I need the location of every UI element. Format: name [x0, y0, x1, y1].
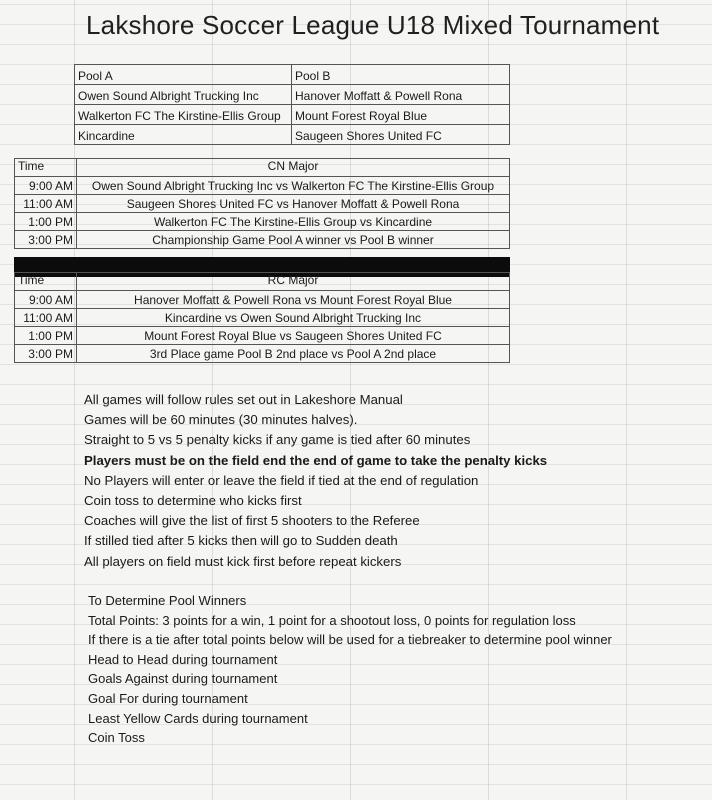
field-header[interactable]: CN Major: [77, 159, 510, 177]
rule-line[interactable]: Games will be 60 minutes (30 minutes halves).: [84, 412, 358, 428]
time-header[interactable]: Time: [15, 159, 77, 177]
rules-list: [84, 390, 547, 572]
tiebreak-line[interactable]: If there is a tie after total points below will be used for a tiebreaker to determine pool winner: [88, 632, 612, 648]
game-time[interactable]: 3:00 PM: [15, 231, 77, 249]
pool-a-team[interactable]: Walkerton FC The Kirstine-Ellis Group: [75, 105, 292, 125]
page-title: Lakshore Soccer League U18 Mixed Tournament: [86, 10, 660, 40]
game-match[interactable]: 3rd Place game Pool B 2nd place vs Pool A 2nd place: [77, 345, 510, 363]
pool-b-team[interactable]: Mount Forest Royal Blue: [292, 105, 510, 125]
rule-line[interactable]: If stilled tied after 5 kicks then will go to Sudden death: [84, 533, 398, 549]
pool-winners-list: [88, 591, 612, 748]
cn-major-schedule: [14, 158, 510, 249]
game-match[interactable]: Kincardine vs Owen Sound Albright Trucking Inc: [77, 309, 510, 327]
rule-line[interactable]: Coin toss to determine who kicks first: [84, 492, 302, 508]
tiebreak-line[interactable]: Goal For during tournament: [88, 690, 248, 706]
rule-line[interactable]: All players on field must kick first before repeat kickers: [84, 553, 402, 569]
field-header[interactable]: RC Major: [77, 273, 510, 291]
rule-line[interactable]: Coaches will give the list of first 5 shooters to the Referee: [84, 513, 420, 529]
pool-a-team[interactable]: Owen Sound Albright Trucking Inc: [75, 85, 292, 105]
rc-major-schedule: [14, 272, 510, 363]
game-match[interactable]: Owen Sound Albright Trucking Inc vs Walkerton FC The Kirstine-Ellis Group: [77, 177, 510, 195]
rule-line-bold[interactable]: Players must be on the field end the end of game to take the penalty kicks: [84, 452, 548, 468]
tiebreak-line[interactable]: Least Yellow Cards during tournament: [88, 710, 308, 726]
game-time[interactable]: 11:00 AM: [15, 195, 77, 213]
game-match[interactable]: Mount Forest Royal Blue vs Saugeen Shores United FC: [77, 327, 510, 345]
game-match[interactable]: Saugeen Shores United FC vs Hanover Moffatt & Powell Rona: [77, 195, 510, 213]
game-time[interactable]: 3:00 PM: [15, 345, 77, 363]
game-match[interactable]: Hanover Moffatt & Powell Rona vs Mount Forest Royal Blue: [77, 291, 510, 309]
time-header[interactable]: Time: [15, 273, 77, 291]
pools-table: [74, 64, 510, 145]
tiebreak-line[interactable]: Coin Toss: [88, 730, 145, 746]
game-time[interactable]: 11:00 AM: [15, 309, 77, 327]
pool-winners-heading[interactable]: To Determine Pool Winners: [88, 593, 247, 608]
game-time[interactable]: 9:00 AM: [15, 291, 77, 309]
game-time[interactable]: 1:00 PM: [15, 213, 77, 231]
pool-a-team[interactable]: Kincardine: [75, 125, 292, 145]
pool-b-team[interactable]: Hanover Moffatt & Powell Rona: [292, 85, 510, 105]
pool-b-team[interactable]: Saugeen Shores United FC: [292, 125, 510, 145]
game-time[interactable]: 1:00 PM: [15, 327, 77, 345]
tiebreak-line[interactable]: Head to Head during tournament: [88, 651, 278, 667]
rule-line[interactable]: Straight to 5 vs 5 penalty kicks if any game is tied after 60 minutes: [84, 432, 471, 448]
game-time[interactable]: 9:00 AM: [15, 177, 77, 195]
pool-a-header[interactable]: Pool A: [75, 65, 292, 85]
tiebreak-line[interactable]: Total Points: 3 points for a win, 1 point for a shootout loss, 0 points for regulation loss: [88, 612, 576, 628]
game-match[interactable]: Championship Game Pool A winner vs Pool B winner: [77, 231, 510, 249]
tiebreak-line[interactable]: Goals Against during tournament: [88, 671, 278, 687]
rule-line[interactable]: All games will follow rules set out in Lakeshore Manual: [84, 392, 403, 407]
rule-line[interactable]: No Players will enter or leave the field if tied at the end of regulation: [84, 472, 479, 488]
game-match[interactable]: Walkerton FC The Kirstine-Ellis Group vs Kincardine: [77, 213, 510, 231]
pool-b-header[interactable]: Pool B: [292, 65, 510, 85]
